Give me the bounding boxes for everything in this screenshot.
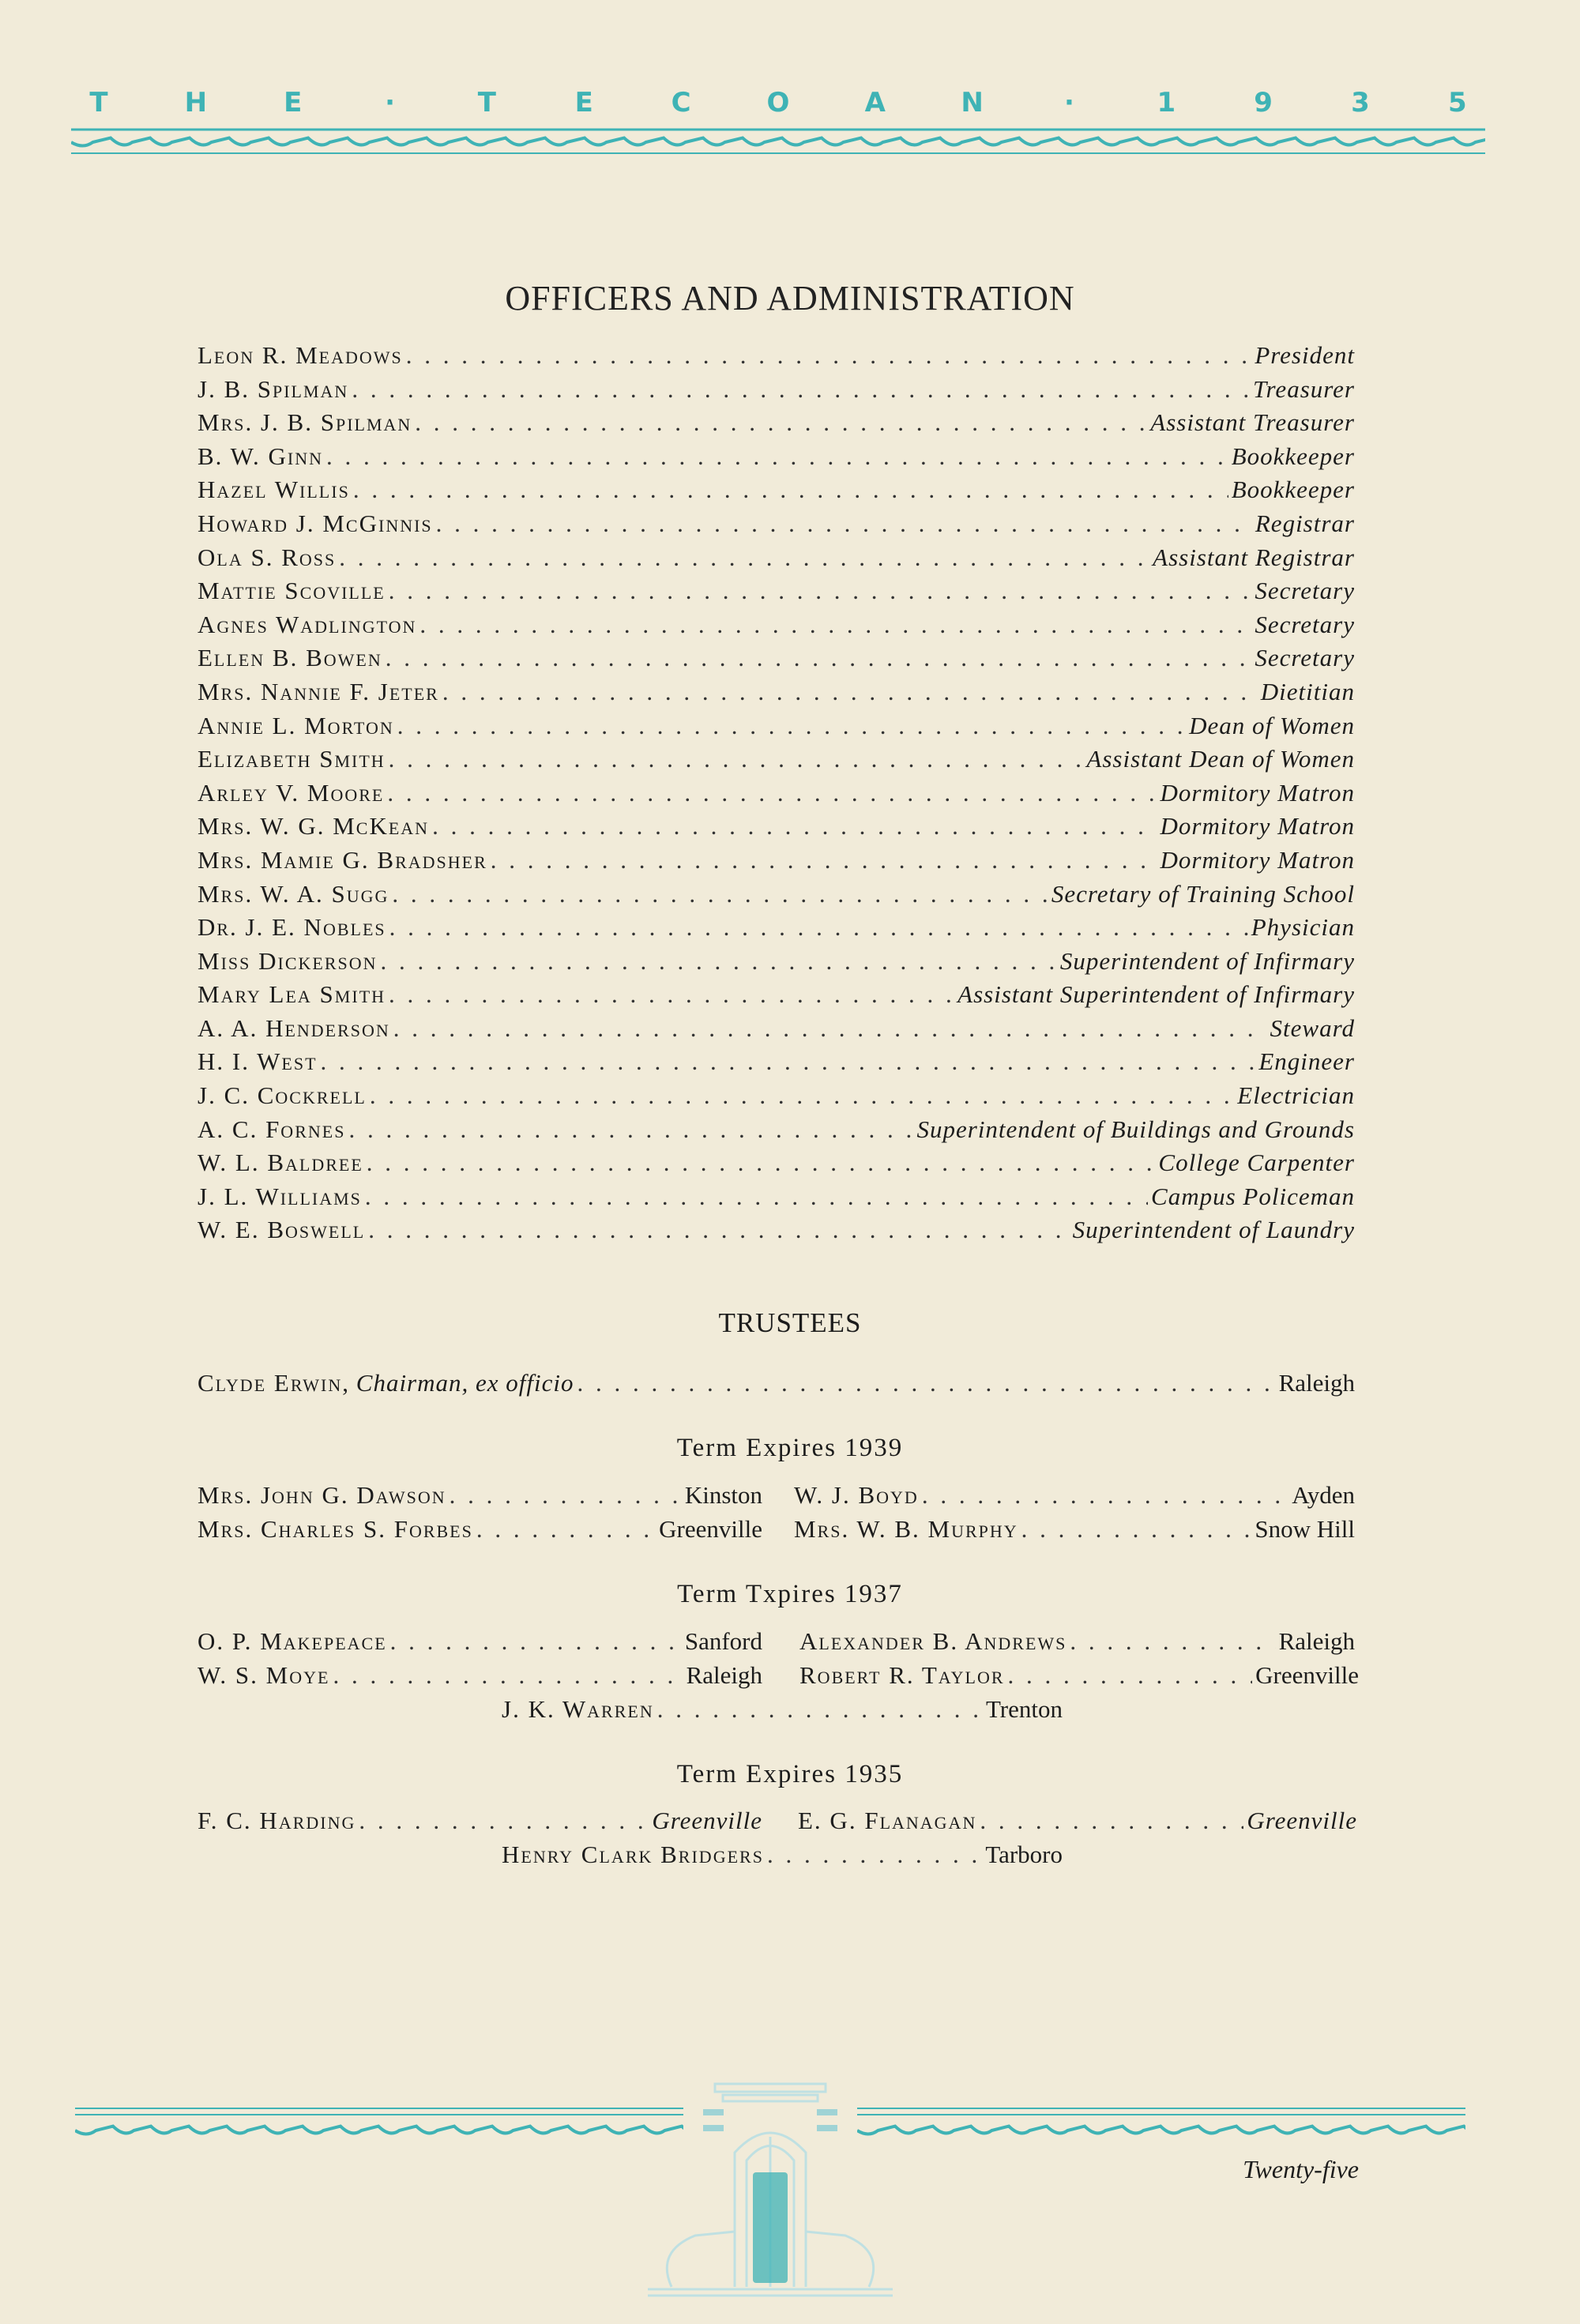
trustee-row xyxy=(198,1515,762,1544)
leader-dots xyxy=(387,779,1157,807)
officer-role: Physician xyxy=(1251,913,1355,942)
officer-role: Dietitian xyxy=(1260,677,1355,705)
officer-row xyxy=(198,442,1355,476)
leader-dots xyxy=(367,1149,1156,1177)
officer-name: Mattie Scoville xyxy=(198,577,386,605)
officer-role: Bookkeeper xyxy=(1231,442,1355,470)
officer-name: J. L. Williams xyxy=(198,1182,362,1210)
officer-role: Assistant Superintendent of Infirmary xyxy=(957,980,1355,1009)
officer-row xyxy=(198,611,1355,645)
officer-name: A. A. Henderson xyxy=(198,1013,390,1042)
officer-name: A. C. Fornes xyxy=(198,1115,346,1143)
leader-dots xyxy=(389,980,954,1009)
leader-dots xyxy=(406,341,1252,370)
officer-role: Campus Policeman xyxy=(1151,1182,1355,1210)
leader-dots xyxy=(450,1481,682,1510)
footer-wave-rule-left xyxy=(75,2105,683,2145)
trustee-row xyxy=(198,1807,762,1835)
leader-dots xyxy=(393,1014,1267,1043)
officer-name: Mrs. Nannie F. Jeter xyxy=(198,677,439,705)
leader-dots xyxy=(389,577,1252,605)
trustee-name: Robert R. Taylor xyxy=(799,1661,1005,1689)
leader-dots xyxy=(389,913,1248,942)
trustee-chairman-row xyxy=(198,1369,1355,1397)
officer-role: Dormitory Matron xyxy=(1160,845,1355,874)
trustee-name: Henry Clark Bridgers xyxy=(502,1841,764,1868)
officer-name: Mary Lea Smith xyxy=(198,980,386,1009)
trustee-place: Greenville xyxy=(1247,1807,1357,1834)
officer-name: Annie L. Morton xyxy=(198,711,394,739)
leader-dots xyxy=(386,644,1252,672)
leader-dots xyxy=(368,1216,1069,1244)
officer-role: Dean of Women xyxy=(1189,711,1355,739)
trustee-place: Greenville xyxy=(1255,1661,1359,1689)
term-heading: Term Txpires 1937 xyxy=(677,1580,903,1608)
officer-row xyxy=(198,880,1355,914)
officer-role: Dormitory Matron xyxy=(1160,812,1355,840)
running-head-letter: T xyxy=(89,87,108,118)
officer-row xyxy=(198,1014,1355,1048)
leader-dots xyxy=(352,375,1250,404)
officer-name: Leon R. Meadows xyxy=(198,341,403,369)
officer-row xyxy=(198,745,1355,779)
leader-dots xyxy=(333,1661,683,1690)
officer-name: Miss Dickerson xyxy=(198,946,378,975)
leader-dots xyxy=(381,947,1057,976)
trustee-name: Mrs. W. B. Murphy xyxy=(794,1515,1018,1543)
leader-dots xyxy=(436,510,1252,538)
officer-role: Secretary xyxy=(1255,610,1355,638)
leader-dots xyxy=(922,1481,1288,1510)
trustee-name: Mrs. John G. Dawson xyxy=(198,1481,446,1509)
trustee-name: E. G. Flanagan xyxy=(798,1807,977,1834)
trustee-name: W. J. Boyd xyxy=(794,1481,919,1509)
page-title: OFFICERS AND ADMINISTRATION xyxy=(505,279,1075,318)
officer-name: J. B. Spilman xyxy=(198,374,349,403)
footer-wave-rule-right xyxy=(857,2105,1465,2145)
trustee-row xyxy=(799,1627,1355,1656)
trustee-name: J. K. Warren xyxy=(502,1695,654,1723)
trustee-place: Kinston xyxy=(684,1481,762,1509)
trustee-name: Mrs. Charles S. Forbes xyxy=(198,1515,473,1543)
officer-role: Registrar xyxy=(1255,509,1355,537)
officer-row xyxy=(198,408,1355,442)
officer-role: Secretary xyxy=(1255,644,1355,672)
trustee-name: Alexander B. Andrews xyxy=(799,1627,1067,1655)
officer-row xyxy=(198,980,1355,1014)
officer-list xyxy=(198,341,1355,1250)
officer-row xyxy=(198,812,1355,846)
officer-name: Hazel Willis xyxy=(198,476,350,504)
leader-dots xyxy=(392,880,1048,908)
trustee-row xyxy=(198,1481,762,1510)
officer-role: Secretary xyxy=(1255,577,1355,605)
trustee-place: Greenville xyxy=(659,1515,762,1543)
trustee-row xyxy=(198,1661,762,1690)
officer-name: Mrs. J. B. Spilman xyxy=(198,408,412,437)
officer-role: Secretary of Training School xyxy=(1051,879,1355,908)
term-heading: Term Expires 1935 xyxy=(676,1760,904,1788)
officer-role: Superintendent of Buildings and Grounds xyxy=(916,1115,1355,1143)
officer-name: Elizabeth Smith xyxy=(198,745,386,773)
leader-dots xyxy=(442,678,1258,706)
trustee-place: Raleigh xyxy=(1278,1627,1355,1655)
running-head-letter: A xyxy=(864,87,886,118)
officer-row xyxy=(198,913,1355,947)
officer-row xyxy=(198,1081,1355,1115)
officer-name: Howard J. McGinnis xyxy=(198,509,433,537)
officer-role: College Carpenter xyxy=(1158,1149,1355,1177)
officer-name: W. L. Baldree xyxy=(198,1149,363,1177)
leader-dots xyxy=(1008,1661,1253,1690)
trustee-place: Sanford xyxy=(684,1627,762,1655)
leader-dots xyxy=(348,1115,913,1144)
running-head-letter: C xyxy=(671,87,691,118)
officer-role: Assistant Dean of Women xyxy=(1086,745,1355,773)
arch-fountain-ornament xyxy=(624,2078,916,2307)
officer-row xyxy=(198,341,1355,375)
leader-dots xyxy=(1070,1627,1275,1656)
trustee-row xyxy=(502,1695,1063,1724)
trustee-place: Snow Hill xyxy=(1255,1515,1355,1543)
officer-row xyxy=(198,1149,1355,1183)
trustee-row xyxy=(198,1627,762,1656)
leader-dots xyxy=(491,846,1157,874)
trustee-name: F. C. Harding xyxy=(198,1807,356,1834)
officer-name: Ellen B. Bowen xyxy=(198,644,382,672)
officer-name: Arley V. Moore xyxy=(198,778,385,807)
page-number: Twenty-five xyxy=(1243,2155,1359,2183)
running-head-letter: T xyxy=(477,87,496,118)
officer-row xyxy=(198,846,1355,880)
leader-dots xyxy=(980,1807,1243,1835)
leader-dots xyxy=(321,1047,1256,1076)
officer-role: Steward xyxy=(1270,1013,1355,1042)
officer-name: J. C. Cockrell xyxy=(198,1081,367,1110)
leader-dots xyxy=(390,1627,682,1656)
trustee-place: Raleigh xyxy=(686,1661,762,1689)
officer-row xyxy=(198,543,1355,577)
officer-row xyxy=(198,577,1355,611)
leader-dots xyxy=(326,442,1228,471)
running-head-letter: E xyxy=(284,87,303,118)
running-head-letter: E xyxy=(574,87,593,118)
term-heading: Term Expires 1939 xyxy=(676,1434,904,1462)
leader-dots xyxy=(419,611,1251,639)
running-head xyxy=(75,85,1481,120)
officer-role: Assistant Treasurer xyxy=(1150,408,1355,437)
trustee-row xyxy=(799,1661,1359,1690)
officer-name: Mrs. Mamie G. Bradsher xyxy=(198,845,487,874)
trustee-row xyxy=(794,1481,1355,1510)
leader-dots xyxy=(353,476,1228,504)
trustee-row xyxy=(794,1515,1355,1544)
officer-role: Superintendent of Laundry xyxy=(1072,1216,1355,1244)
running-head-letter: · xyxy=(385,87,395,118)
leader-dots xyxy=(339,543,1149,572)
leader-dots xyxy=(359,1807,649,1835)
leader-dots xyxy=(365,1183,1148,1211)
officer-name: Mrs. W. A. Sugg xyxy=(198,879,389,908)
leader-dots xyxy=(767,1841,982,1869)
officer-row xyxy=(198,644,1355,678)
officer-row xyxy=(198,375,1355,409)
officer-row xyxy=(198,1183,1355,1217)
officer-name: Ola S. Ross xyxy=(198,543,337,571)
officer-role: Assistant Registrar xyxy=(1153,543,1355,571)
trustee-row xyxy=(502,1841,1063,1869)
running-head-letter: O xyxy=(766,87,790,118)
leader-dots xyxy=(415,408,1147,437)
officer-row xyxy=(198,1047,1355,1081)
leader-dots xyxy=(657,1695,983,1724)
officer-role: Bookkeeper xyxy=(1231,476,1355,504)
chairman-name: Clyde Erwin, xyxy=(198,1369,351,1397)
trustee-place: Greenville xyxy=(652,1807,762,1834)
leader-dots xyxy=(370,1081,1234,1110)
running-head-letter: 9 xyxy=(1254,87,1273,118)
chairman-place: Raleigh xyxy=(1278,1369,1355,1397)
trustee-place: Trenton xyxy=(985,1695,1063,1723)
officer-row xyxy=(198,510,1355,543)
officer-row xyxy=(198,712,1355,746)
officer-role: Electrician xyxy=(1237,1081,1355,1110)
officer-row xyxy=(198,1115,1355,1149)
officer-name: Mrs. W. G. McKean xyxy=(198,812,430,840)
leader-dots xyxy=(389,745,1084,773)
officer-role: Superintendent of Infirmary xyxy=(1059,946,1355,975)
officer-name: B. W. Ginn xyxy=(198,442,324,470)
chairman-title: Chairman, ex officio xyxy=(356,1369,574,1397)
leader-dots xyxy=(397,712,1186,740)
officer-row xyxy=(198,678,1355,712)
trustees-heading: TRUSTEES xyxy=(718,1307,862,1338)
leader-dots xyxy=(1021,1515,1252,1544)
officer-role: Dormitory Matron xyxy=(1160,778,1355,807)
officer-name: Agnes Wadlington xyxy=(198,610,417,638)
officer-row xyxy=(198,947,1355,981)
running-head-letter: 1 xyxy=(1157,87,1176,118)
officer-name: W. E. Boswell xyxy=(198,1216,366,1244)
trustee-name: W. S. Moye xyxy=(198,1661,330,1689)
officer-role: Treasurer xyxy=(1252,374,1355,403)
header-wave-rule xyxy=(71,126,1485,158)
officer-row xyxy=(198,779,1355,813)
officer-row xyxy=(198,1216,1355,1250)
running-head-letter: · xyxy=(1063,87,1074,118)
trustee-place: Ayden xyxy=(1292,1481,1355,1509)
officer-name: H. I. West xyxy=(198,1047,318,1076)
leader-dots xyxy=(432,812,1157,840)
running-head-letter: H xyxy=(184,87,208,118)
leader-dots xyxy=(476,1515,656,1544)
officer-row xyxy=(198,476,1355,510)
officer-role: Engineer xyxy=(1258,1047,1355,1076)
running-head-letter: N xyxy=(961,87,984,118)
trustee-name: O. P. Makepeace xyxy=(198,1627,387,1655)
leader-dots xyxy=(577,1369,1276,1397)
officer-role: President xyxy=(1255,341,1355,369)
officer-name: Dr. J. E. Nobles xyxy=(198,913,386,942)
running-head-letter: 5 xyxy=(1447,87,1467,118)
trustee-row xyxy=(798,1807,1357,1835)
running-head-letter: 3 xyxy=(1351,87,1370,118)
trustee-place: Tarboro xyxy=(985,1841,1063,1868)
